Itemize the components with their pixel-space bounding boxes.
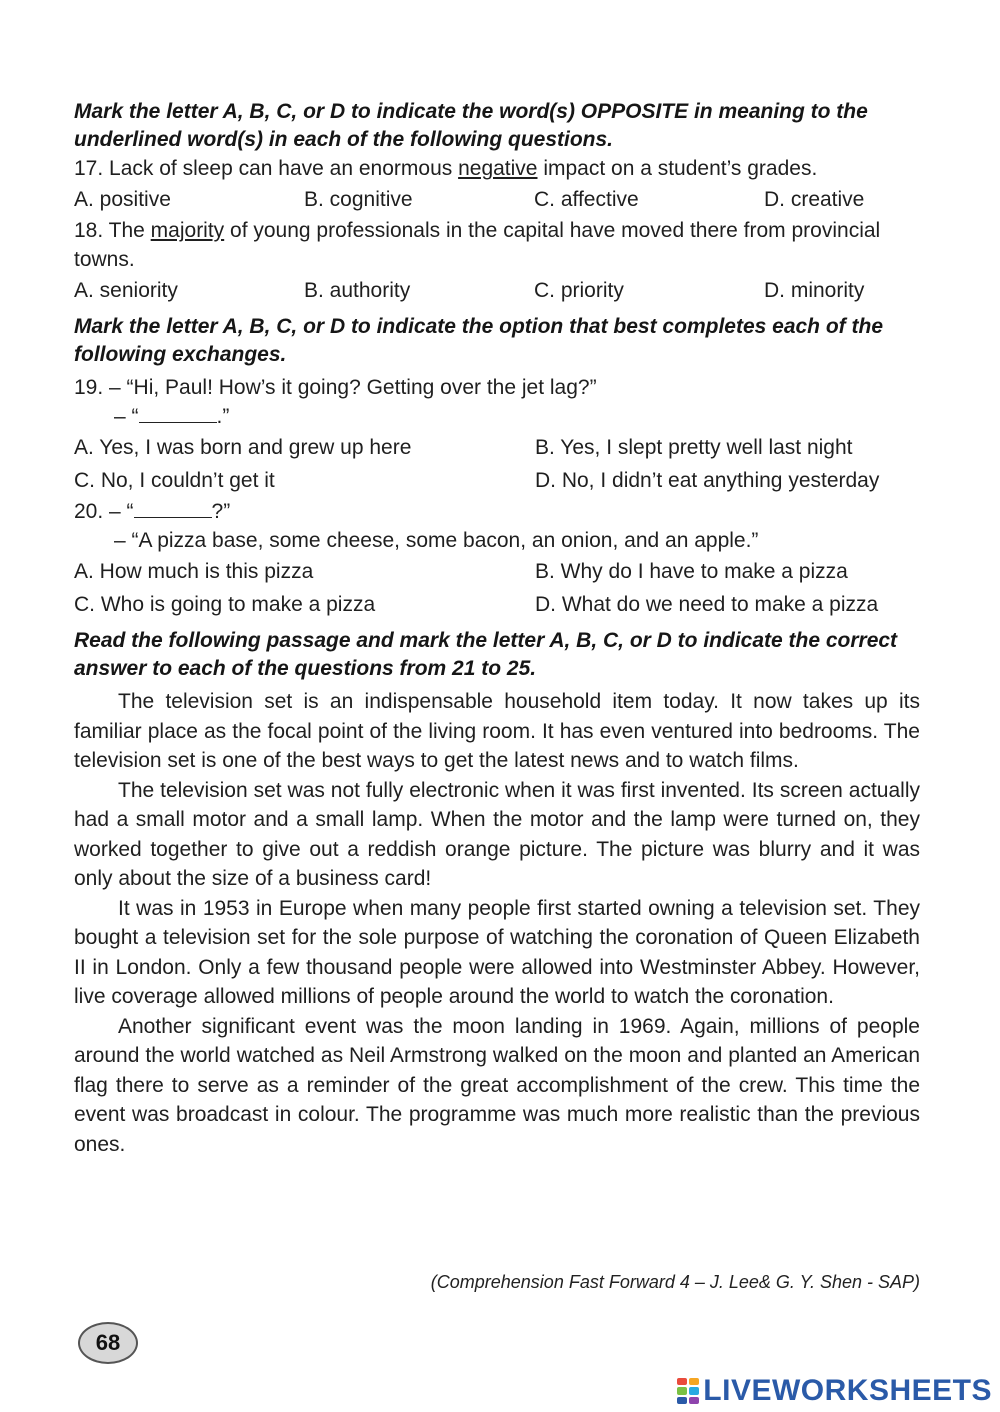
q17-option-b[interactable]: B. cognitive [304, 188, 413, 211]
q18-option-a[interactable]: A. seniority [74, 279, 178, 302]
question-17 [74, 154, 920, 183]
passage-paragraph-3: It was in 1953 in Europe when many people first started owning a television set. They bought a television set for the sole purpose of watching the coronation of Queen Elizabeth II in London. Only a few thousand people were allowed into Westminster Abbey. However, live coverage allowed millions of people around the world to watch the coronation. [74, 896, 920, 1008]
question-20-reply: – “A pizza base, some cheese, some bacon, an onion, and an apple.” [114, 529, 759, 552]
brand-name: LIVEWORKSHEETS [703, 1374, 992, 1407]
q20-options-row2 [74, 588, 920, 621]
q19-options-row1 [74, 431, 920, 464]
q19-options-row2 [74, 464, 920, 497]
q19-option-b[interactable]: B. Yes, I slept pretty well last night [535, 436, 853, 459]
q20-option-c[interactable]: C. Who is going to make a pizza [74, 593, 376, 616]
q20-option-d[interactable]: D. What do we need to make a pizza [535, 593, 879, 616]
q18-underlined-word: majority [150, 219, 225, 242]
q20-answer-blank[interactable] [134, 497, 212, 518]
liveworksheets-logo-icon [677, 1378, 699, 1404]
q19-option-a[interactable]: A. Yes, I was born and grew up here [74, 436, 412, 459]
liveworksheets-brand[interactable] [677, 1374, 992, 1408]
question-20-prompt [74, 497, 920, 526]
q20-option-a[interactable]: A. How much is this pizza [74, 560, 314, 583]
q19-option-d[interactable]: D. No, I didn’t eat anything yesterday [535, 469, 880, 492]
q20-option-b[interactable]: B. Why do I have to make a pizza [535, 560, 848, 583]
q20-prompt-close: ?” [211, 500, 231, 523]
section1-instruction: Mark the letter A, B, C, or D to indicate the word(s) OPPOSITE in meaning to the underlined word(s) in each of the following questions. [74, 100, 868, 151]
q18-option-b[interactable]: B. authority [304, 279, 411, 302]
q18-option-d[interactable]: D. minority [764, 279, 865, 302]
passage-paragraph-1: The television set is an indispensable household item today. It now takes up its familiar place as the focal point of the living room. It has even ventured into bedrooms. The television set is one of the best ways to get the latest news and to watch films. [74, 690, 920, 772]
q20-options-row1 [74, 555, 920, 588]
page-number: 68 [95, 1330, 121, 1355]
q18-text-pre: 18. The [74, 219, 151, 242]
q17-option-a[interactable]: A. positive [74, 188, 171, 211]
passage-source: (Comprehension Fast Forward 4 – J. Lee& G. Y. Shen - SAP) [430, 1272, 920, 1292]
q19-answer-blank[interactable] [139, 402, 217, 423]
q19-reply-open: – “ [114, 405, 139, 428]
q19-option-c[interactable]: C. No, I couldn’t get it [74, 469, 275, 492]
section2-instruction: Mark the letter A, B, C, or D to indicate the option that best completes each of the following exchanges. [74, 315, 883, 366]
question-18 [74, 216, 920, 274]
page-number-badge [78, 1322, 138, 1364]
reading-passage [74, 687, 920, 1159]
passage-paragraph-4: Another significant event was the moon landing in 1969. Again, millions of people around the world watched as Neil Armstrong walked on the moon and planted an American flag there to serve as a reminder of the great accomplishment of the crew. This time the event was broadcast in colour. The programme was much more realistic than the previous ones. [74, 1014, 920, 1156]
q19-reply-close: .” [216, 405, 230, 428]
q18-option-c[interactable]: C. priority [534, 279, 624, 302]
question-19-reply [74, 402, 920, 431]
passage-paragraph-2: The television set was not fully electronic when it was first invented. Its screen actually had a small motor and a small lamp. When the motor and the lamp were turned on, they worked together to give out a reddish orange picture. The picture was blurry and it was only about the size of a business card! [74, 778, 920, 890]
q18-options [74, 274, 920, 307]
q17-option-d[interactable]: D. creative [764, 188, 865, 211]
q17-options [74, 183, 920, 216]
q20-prompt-open: 20. – “ [74, 500, 134, 523]
section3-instruction: Read the following passage and mark the letter A, B, C, or D to indicate the correct answer to each of the questions from 21 to 25. [74, 629, 898, 680]
worksheet-page [74, 98, 920, 1159]
q17-option-c[interactable]: C. affective [534, 188, 639, 211]
q17-underlined-word: negative [458, 157, 538, 180]
q18-text-post: of young professionals in the capital have moved there from provincial towns. [74, 219, 881, 271]
q17-text-post: impact on a student’s grades. [537, 157, 818, 180]
question-19-prompt: 19. – “Hi, Paul! How’s it going? Getting over the jet lag?” [74, 376, 597, 399]
q17-text-pre: 17. Lack of sleep can have an enormous [74, 157, 459, 180]
